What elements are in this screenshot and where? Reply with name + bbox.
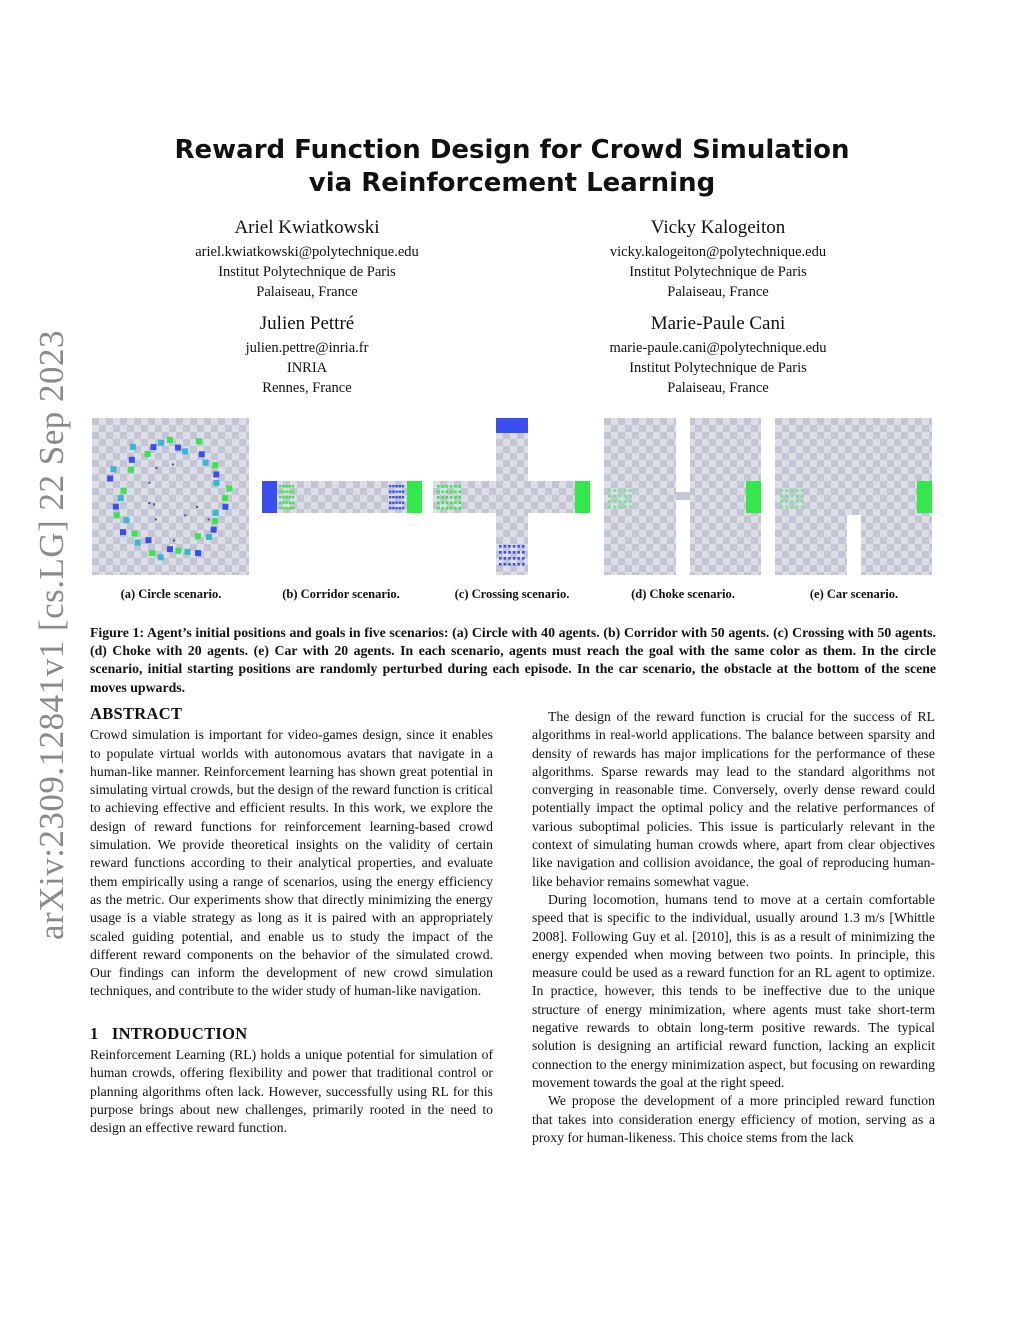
agent-marker xyxy=(195,550,201,556)
agent-marker xyxy=(167,437,173,443)
agent-marker xyxy=(399,485,401,487)
agent-marker xyxy=(279,502,281,504)
section-heading xyxy=(90,1025,493,1043)
agent-marker xyxy=(790,506,793,509)
agent-marker xyxy=(199,451,205,457)
agent-marker xyxy=(618,489,621,492)
agent-marker xyxy=(522,563,525,566)
agent-marker xyxy=(182,448,188,454)
agent-marker xyxy=(785,489,788,492)
agent-marker xyxy=(446,496,449,499)
agent-marker xyxy=(517,551,520,554)
author-affiliation: Institut Polytechnique de Paris xyxy=(629,264,807,280)
paper-title: Reward Function Design for Crowd Simulation via Reinforcement Learning xyxy=(174,135,850,198)
agent-marker xyxy=(399,502,401,504)
right-column xyxy=(532,708,935,1147)
agent-marker xyxy=(212,518,218,524)
agent-marker xyxy=(441,485,444,488)
author-location: Palaiseau, France xyxy=(667,284,769,300)
agent-marker xyxy=(110,466,116,472)
agent-marker xyxy=(437,485,440,488)
agent-marker xyxy=(608,495,611,498)
agent-marker xyxy=(459,491,462,494)
agent-marker xyxy=(454,496,457,499)
agent-marker xyxy=(292,485,294,487)
agent-marker xyxy=(454,485,457,488)
agent-marker xyxy=(289,491,291,493)
author-affiliation: Institut Polytechnique de Paris xyxy=(629,360,807,376)
goal-marker xyxy=(156,467,158,469)
agent-marker xyxy=(285,491,287,493)
agent-marker xyxy=(292,491,294,493)
agent-marker xyxy=(517,563,520,566)
agent-marker xyxy=(285,507,287,509)
agent-marker xyxy=(399,496,401,498)
agent-marker xyxy=(392,502,394,504)
agent-marker xyxy=(392,485,394,487)
agent-marker xyxy=(446,491,449,494)
agent-marker xyxy=(618,506,621,509)
agent-marker xyxy=(158,440,164,446)
agent-marker xyxy=(504,545,507,548)
agent-marker xyxy=(459,496,462,499)
agent-marker xyxy=(149,550,155,556)
agent-marker xyxy=(211,527,217,533)
author-email: vicky.kalogeiton@polytechnique.edu xyxy=(609,244,827,260)
agent-marker xyxy=(508,557,511,560)
arxiv-identifier: arXiv:2309.12841v1 [cs.LG] 22 Sep 2023 xyxy=(32,329,71,940)
agent-marker xyxy=(629,489,632,492)
agent-marker xyxy=(790,495,793,498)
agent-marker xyxy=(285,496,287,498)
agent-marker xyxy=(446,502,449,505)
agent-marker xyxy=(513,545,516,548)
agent-marker xyxy=(289,485,291,487)
agent-marker xyxy=(801,500,804,503)
agent-marker xyxy=(107,476,113,482)
agent-marker xyxy=(289,496,291,498)
agent-marker xyxy=(441,502,444,505)
agent-marker xyxy=(785,500,788,503)
agent-marker xyxy=(131,531,137,537)
agent-marker xyxy=(222,495,228,501)
figure-1 xyxy=(90,418,936,578)
author-name: Julien Pettré xyxy=(259,313,355,334)
agent-marker xyxy=(780,500,783,503)
agent-marker xyxy=(213,510,219,516)
agent-marker xyxy=(450,491,453,494)
agent-marker xyxy=(508,551,511,554)
agent-marker xyxy=(195,533,201,539)
agent-marker xyxy=(629,495,632,498)
agent-marker xyxy=(613,506,616,509)
intro-paragraph: Reinforcement Learning (RL) holds a unique potential for simulation of human crowds, offering flexibility and power that traditional control or planning algorithms often lack. However, successfully using RL for this purpose brings about new challenges, primarily rooted in the need to design an effective reward function. xyxy=(90,1047,493,1136)
agent-marker xyxy=(796,495,799,498)
agent-marker xyxy=(402,485,404,487)
goal-marker xyxy=(172,463,174,465)
agent-marker xyxy=(399,491,401,493)
circle-scenario-image xyxy=(92,418,249,575)
agent-marker xyxy=(504,563,507,566)
agent-marker xyxy=(454,491,457,494)
agent-marker xyxy=(780,489,783,492)
author-block xyxy=(147,216,467,302)
agent-marker xyxy=(446,507,449,510)
author-affiliation: INRIA xyxy=(286,360,328,376)
agent-marker xyxy=(780,495,783,498)
subcaption-circle: (a) Circle scenario. xyxy=(120,587,222,601)
agent-marker xyxy=(389,491,391,493)
agent-marker xyxy=(801,506,804,509)
author-email: marie-paule.cani@polytechnique.edu xyxy=(609,340,827,356)
crossing-scenario-image xyxy=(433,418,590,575)
agent-marker xyxy=(613,500,616,503)
agent-marker xyxy=(118,495,124,501)
agent-marker xyxy=(504,557,507,560)
author-location: Rennes, France xyxy=(262,380,352,396)
agent-marker xyxy=(389,485,391,487)
goal-marker xyxy=(173,539,175,541)
agent-marker xyxy=(441,491,444,494)
agent-marker xyxy=(796,500,799,503)
agent-marker xyxy=(202,460,208,466)
left-column xyxy=(90,705,493,1138)
agent-marker xyxy=(226,486,232,492)
agent-marker xyxy=(279,485,281,487)
agent-marker xyxy=(785,495,788,498)
agent-marker xyxy=(624,506,627,509)
agent-marker xyxy=(222,504,228,510)
section-number: 1 xyxy=(90,1023,99,1043)
agent-marker xyxy=(402,491,404,493)
agent-marker xyxy=(175,445,181,451)
agent-marker xyxy=(499,551,502,554)
agent-marker xyxy=(441,507,444,510)
subcaption-car: (e) Car scenario. xyxy=(809,587,899,601)
agent-marker xyxy=(790,489,793,492)
agent-marker xyxy=(402,507,404,509)
goal-marker xyxy=(148,482,150,484)
agent-marker xyxy=(454,502,457,505)
agent-marker xyxy=(790,500,793,503)
agent-marker xyxy=(780,506,783,509)
agent-marker xyxy=(292,496,294,498)
agent-marker xyxy=(437,496,440,499)
agent-marker xyxy=(282,496,284,498)
agent-marker xyxy=(522,551,525,554)
goal-marker xyxy=(196,506,198,508)
agent-marker xyxy=(801,489,804,492)
agent-marker xyxy=(446,485,449,488)
agent-marker xyxy=(508,563,511,566)
author-name: Vicky Kalogeiton xyxy=(650,217,786,238)
author-block xyxy=(558,216,878,302)
author-location: Palaiseau, France xyxy=(667,380,769,396)
agent-marker xyxy=(279,507,281,509)
agent-marker xyxy=(121,488,127,494)
agent-marker xyxy=(618,500,621,503)
subcaption-crossing: (c) Crossing scenario. xyxy=(454,587,570,601)
agent-marker xyxy=(292,502,294,504)
agent-marker xyxy=(499,563,502,566)
agent-marker xyxy=(801,495,804,498)
agent-marker xyxy=(279,491,281,493)
body-paragraph: During locomotion, humans tend to move at a certain comfortable speed that is specific to the individual, usually around 1.3 m/s [Whittle 2008]. Following Guy et al. [2010], this is as a result of minimizing the energy expended when moving between two points. In principle, this measure could be used as a reward function for an RL agent to optimize. In practice, however, this tends to be ineffective due to the unique structure of energy minimization, where agents must take short-term negative rewards to obtain long-term positive rewards. The typical solution is designing an artificial reward function, lacking an explicit connection to the energy minimization aspect, but focusing on rewarding movement towards the goal at the right speed. xyxy=(532,891,935,1090)
agent-marker xyxy=(389,502,391,504)
agent-marker xyxy=(395,507,397,509)
agent-marker xyxy=(395,502,397,504)
author-name: Marie-Paule Cani xyxy=(650,313,786,334)
author-location: Palaiseau, France xyxy=(256,284,358,300)
agent-marker xyxy=(175,548,181,554)
agent-marker xyxy=(613,495,616,498)
agent-marker xyxy=(437,502,440,505)
agent-marker xyxy=(184,549,190,555)
agent-marker xyxy=(282,485,284,487)
agent-marker xyxy=(389,496,391,498)
agent-marker xyxy=(213,471,219,477)
body-paragraph: The design of the reward function is crucial for the success of RL algorithms in real-world applications. The balance between sparsity and density of rewards has major implications for the performance of these algorithms. Sparse rewards may lead to the standard algorithms not converging in reasonable time. Conversely, overly dense reward could potentially impact the optimal policy and the relative performances of various suboptimal policies. This issue is particularly relevant in the context of simulating human crowds where, apart from clear objectives like navigation and collision avoidance, the goal of reproducing human-like behavior remains somewhat vague. xyxy=(532,709,935,889)
agent-marker xyxy=(128,467,134,473)
goal-marker xyxy=(148,502,150,504)
goal-marker xyxy=(184,514,186,516)
body-paragraph: We propose the development of a more principled reward function that takes into consideration energy efficiency of motion, serving as a proxy for human-likeness. This choice stems from the lack xyxy=(532,1093,935,1145)
corridor-scenario-image xyxy=(262,418,422,575)
agent-marker xyxy=(392,496,394,498)
agent-marker xyxy=(206,534,212,540)
agent-marker xyxy=(608,506,611,509)
car-scenario-image xyxy=(775,418,932,575)
agent-marker xyxy=(629,506,632,509)
agent-marker xyxy=(513,557,516,560)
agent-marker xyxy=(441,496,444,499)
abstract-heading: ABSTRACT xyxy=(90,704,183,723)
author-email: julien.pettre@inria.fr xyxy=(245,340,369,356)
agent-marker xyxy=(402,502,404,504)
agent-marker xyxy=(212,462,218,468)
agent-marker xyxy=(145,451,151,457)
agent-marker xyxy=(150,444,156,450)
subcaption-corridor: (b) Corridor scenario. xyxy=(282,587,400,601)
agent-marker xyxy=(392,491,394,493)
agent-marker xyxy=(285,502,287,504)
agent-marker xyxy=(613,489,616,492)
figure-caption: Figure 1: Agent’s initial positions and goals in five scenarios: (a) Circle with 40 agents. (b) Corridor with 50 agents. (c) Crossing with 50 agents. (d) Choke with 20 agents. (e) Car with 20 agents. In each scenario, agents must reach the goal with the same color as them. In the circle scenario, initial starting positions are randomly perturbed during each episode. In the car scenario, the obstacle at the bottom of the scene moves upwards. xyxy=(90,625,936,695)
agent-marker xyxy=(796,506,799,509)
agent-marker xyxy=(289,507,291,509)
author-email: ariel.kwiatkowski@polytechnique.edu xyxy=(195,244,419,260)
agent-marker xyxy=(522,545,525,548)
agent-marker xyxy=(513,551,516,554)
agent-marker xyxy=(392,507,394,509)
agent-marker xyxy=(608,489,611,492)
agent-marker xyxy=(624,500,627,503)
agent-marker xyxy=(120,529,126,535)
agent-marker xyxy=(517,557,520,560)
agent-marker xyxy=(454,507,457,510)
agent-marker xyxy=(213,480,219,486)
agent-marker xyxy=(508,545,511,548)
agent-marker xyxy=(279,496,281,498)
agent-marker xyxy=(399,507,401,509)
choke-scenario-image xyxy=(604,418,761,575)
agent-marker xyxy=(292,507,294,509)
agent-marker xyxy=(123,517,129,523)
agent-marker xyxy=(624,489,627,492)
agent-marker xyxy=(796,489,799,492)
agent-marker xyxy=(113,504,119,510)
agent-marker xyxy=(196,438,202,444)
agent-marker xyxy=(167,546,173,552)
agent-marker xyxy=(450,496,453,499)
agent-marker xyxy=(130,444,136,450)
goal-marker xyxy=(155,518,157,520)
agent-marker xyxy=(285,485,287,487)
agent-marker xyxy=(437,491,440,494)
agent-marker xyxy=(389,507,391,509)
agent-marker xyxy=(282,502,284,504)
goal-marker xyxy=(153,503,155,505)
goal-marker xyxy=(208,519,210,521)
agent-marker xyxy=(450,485,453,488)
agent-marker xyxy=(282,491,284,493)
author-affiliation: Institut Polytechnique de Paris xyxy=(218,264,396,280)
agent-marker xyxy=(450,502,453,505)
agent-marker xyxy=(459,502,462,505)
agent-marker xyxy=(289,502,291,504)
subcaption-choke: (d) Choke scenario. xyxy=(631,587,735,601)
agent-marker xyxy=(618,495,621,498)
agent-marker xyxy=(282,507,284,509)
agent-marker xyxy=(499,557,502,560)
author-block xyxy=(558,312,878,398)
agent-marker xyxy=(459,485,462,488)
agent-marker xyxy=(402,496,404,498)
abstract-text: Crowd simulation is important for video-games design, since it enables to populate virtual worlds with autonomous avatars that navigate in a human-like manner. Reinforcement learning has shown great potential in simulating virtual crowds, but the design of the reward function is critical to achieving effective and efficient results. In this work, we explore the design of reward functions for reinforcement learning-based crowd simulation. We provide theoretical insights on the validity of certain reward functions according to their analytical properties, and evaluate them empirically using a range of scenarios, using the energy efficiency as the metric. Our experiments show that directly minimizing the energy usage is a viable strategy as long as it is paired with an appropriately scaled guiding potential, and enable us to study the impact of the different reward components on the behavior of the simulated crowd. Our findings can inform the development of new crowd simulation techniques, and contribute to the wider study of human-like navigation. xyxy=(90,727,493,999)
author-name: Ariel Kwiatkowski xyxy=(234,217,380,238)
agent-marker xyxy=(785,506,788,509)
agent-marker xyxy=(517,545,520,548)
agent-marker xyxy=(395,496,397,498)
agent-marker xyxy=(135,539,141,545)
author-block xyxy=(147,312,467,398)
agent-marker xyxy=(504,551,507,554)
section-title: INTRODUCTION xyxy=(111,1023,248,1043)
agent-marker xyxy=(158,554,164,560)
agent-marker xyxy=(522,557,525,560)
agent-marker xyxy=(629,500,632,503)
agent-marker xyxy=(395,491,397,493)
agent-marker xyxy=(395,485,397,487)
agent-marker xyxy=(608,500,611,503)
agent-marker xyxy=(499,545,502,548)
agent-marker xyxy=(129,457,135,463)
agent-marker xyxy=(145,537,151,543)
agent-marker xyxy=(114,512,120,518)
agent-marker xyxy=(624,495,627,498)
agent-marker xyxy=(450,507,453,510)
agent-marker xyxy=(459,507,462,510)
agent-marker xyxy=(437,507,440,510)
agent-marker xyxy=(513,563,516,566)
